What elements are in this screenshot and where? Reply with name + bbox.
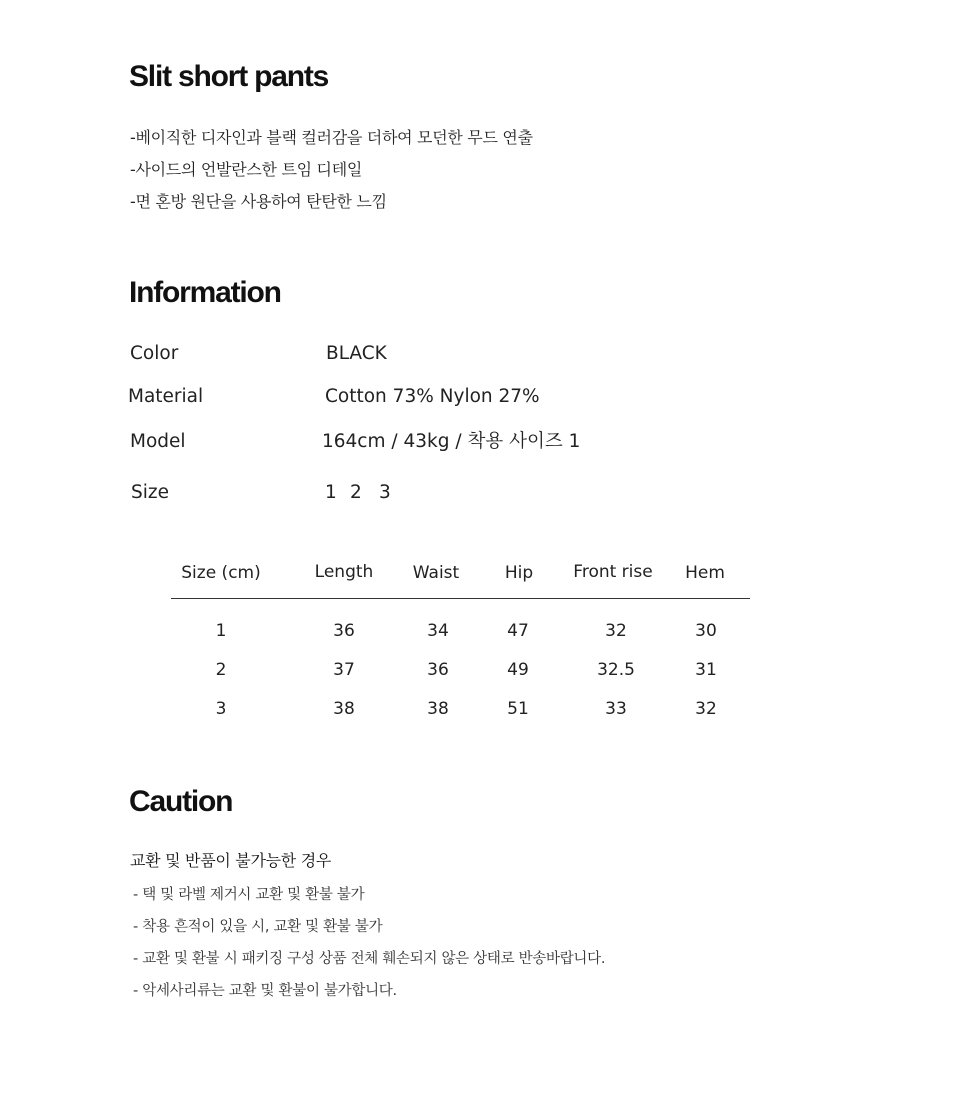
description-line: -사이드의 언발란스한 트임 디테일 [130,160,363,179]
table-cell: 34 [427,621,449,641]
size-option: 3 [379,482,391,503]
table-cell: 49 [507,660,529,680]
size-option: 1 [325,482,337,503]
table-cell: 47 [507,621,529,641]
product-title: Slit short pants [129,60,329,93]
table-header: Hem [685,563,725,583]
caution-item: - 교환 및 환불 시 패키징 구성 상품 전체 훼손되지 않은 상태로 반송바랍니다. [133,951,606,967]
table-cell: 32 [605,621,627,641]
info-value-model: 164cm / 43kg / 착용 사이즈 1 [322,431,581,452]
table-cell: 38 [333,699,355,719]
caution-heading: 교환 및 반품이 불가능한 경우 [130,851,332,870]
info-value-color: BLACK [326,343,387,364]
info-label-material: Material [128,386,204,407]
table-cell: 32 [695,699,717,719]
info-label-model: Model [130,431,186,452]
table-cell: 30 [695,621,717,641]
table-cell: 51 [507,699,529,719]
caution-title: Caution [129,785,233,818]
table-cell: 36 [427,660,449,680]
info-value-material: Cotton 73% Nylon 27% [325,386,540,407]
info-label-color: Color [130,343,179,364]
table-header: Front rise [573,562,653,582]
table-header: Waist [412,563,460,583]
table-header: Hip [504,563,534,583]
caution-item: - 택 및 라벨 제거시 교환 및 환불 불가 [133,887,365,903]
table-cell: 36 [333,621,355,641]
caution-item: - 착용 흔적이 있을 시, 교환 및 환불 불가 [133,919,383,935]
caution-item: - 악세사리류는 교환 및 환불이 불가합니다. [133,983,397,999]
table-header: Length [314,562,374,582]
description-line: -면 혼방 원단을 사용하여 탄탄한 느낌 [130,192,387,211]
table-divider [171,598,750,599]
information-title: Information [129,276,281,309]
size-option: 2 [350,482,362,503]
table-cell: 38 [427,699,449,719]
table-header: Size (cm) [181,563,261,583]
table-cell: 33 [605,699,627,719]
description-line: -베이직한 디자인과 블랙 컬러감을 더하여 모던한 무드 연출 [130,128,533,147]
table-cell: 2 [215,660,227,680]
table-cell: 3 [215,699,227,719]
table-cell: 32.5 [597,660,635,680]
table-cell: 1 [215,621,227,641]
table-cell: 31 [695,660,717,680]
info-label-size: Size [131,482,169,503]
table-cell: 37 [333,660,355,680]
